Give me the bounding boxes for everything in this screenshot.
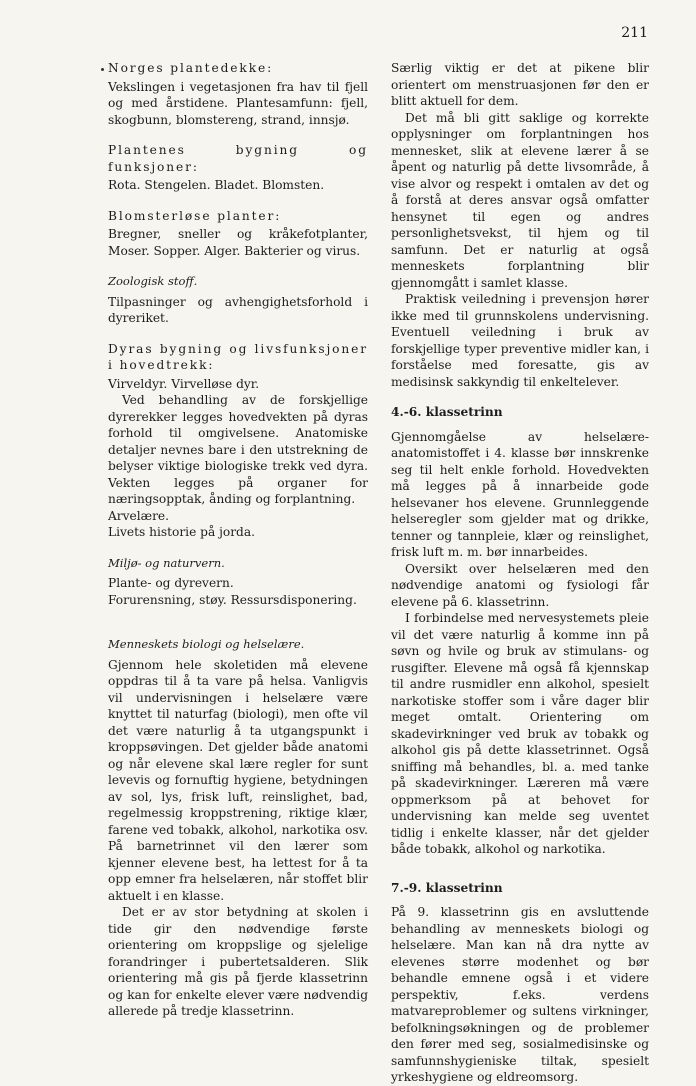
paragraph: Gjennom hele skoletiden må elevene oppdras til å ta vare på helsa. Vanligvis vil undervisningen i helselære være knyttet til naturfag (biologi), men ofte vil det være naturlig å ta utgangspunkt i kroppsøvingen. Det gjelder både anatomi og når elevene skal lære regler for sunt levevis og fornuftig hygiene, betydningen av sol, lys, frisk luft, reinslighet, bad, regelmessig kroppstrening, riktige klær, farene ved tobakk, alkohol, narkotika osv. På barnetrinnet vil den lærer som kjenner elevene best, ha lettest for å ta opp emner fra helselæren, når stoffet blir aktuelt i en klasse. [108,657,368,903]
paragraph: Rota. Stengelen. Bladet. Blomsten. [108,178,325,192]
heading-menneskets-biologi: Menneskets biologi og helselære. [108,637,305,651]
paragraph: Oversikt over helselæren med den nødvendige anatomi og fysiologi får elevene på 6. klassetrinn. [391,561,649,609]
paragraph: På 9. klassetrinn gis en avsluttende behandling av menneskets biologi og helselære. Man kan nå dra nytte av elevenes større modenhet og bør behandle emnene også i et videre perspektiv, f.eks. verdens matvareproblemer og sultens virkninger, befolkningsøkningen og de problemer den fører med seg, sosialmedisinske og samfunnshygieniske tiltak, spesielt yrkeshygiene og eldreomsorg. [391,905,649,1084]
right-column [391,60,649,1086]
paragraph: Bregner, sneller og kråkefotplanter, Moser. Sopper. Alger. Bakterier og virus. [108,227,368,258]
paragraph: Særlig viktig er det at pikene blir orientert om menstruasjonen før den er blitt aktuell for dem. [391,61,649,108]
paragraph: Tilpasninger og avhengighetsforhold i dyreriket. [108,294,368,325]
heading-zoologisk-stoff: Zoologisk stoff. [108,274,198,288]
heading-plantenes-bygning: Plantenes bygning og funksjoner: [108,143,368,174]
heading-4-6-klassetrinn: 4.-6. klassetrinn [391,405,503,419]
paragraph: Det er av stor betydning at skolen i tide gir den nødvendige første orientering om kroppslige og sjelelige forandringer i pubertetsalderen. Slik orientering må gis på fjerde klassetrinn og kan for enkelte elever være nødvendig allerede på tredje klassetrinn. [108,905,368,1018]
paragraph: Det må bli gitt saklige og korrekte opplysninger om forplantningen hos mennesket, slik at elevene lærer å se åpent og naturlig på dette livsområde, å vise alvor og respekt i omtalen av det og å forstå at deres ansvar også omfatter hensynet til egen og andres personlighetsvekst, til hjem og til samfunn. Det er naturlig at også menneskets forplantning blir gjennomgått i samlet klasse. [391,110,649,290]
paragraph: Plante- og dyrevern. [108,576,234,590]
left-column [108,60,368,1020]
margin-mark [101,68,104,71]
paragraph: Praktisk veiledning i prevensjon hører ikke med til grunnskolens undervisning. Eventuell veiledning i bruk av forskjellige typer preventive midler kan, i forståelse med foresatte, gis av medisinsk sakkyndig til enkeltelever. [391,292,649,389]
paragraph: Virveldyr. Virvelløse dyr. [108,376,260,391]
heading-blomsterlose-planter: Blomsterløse planter: [108,208,282,223]
heading-norges-plantedekke: Norges plantedekke: [108,61,274,75]
heading-7-9-klassetrinn: 7.-9. klassetrinn [391,880,503,895]
paragraph: Vekslingen i vegetasjonen fra hav til fjell og med årstidene. Plantesamfunn: fjell, skogbunn, blomstereng, strand, innsjø. [108,79,368,127]
heading-miljo-naturvern: Miljø- og naturvern. [108,555,225,570]
page-number: 211 [621,25,648,41]
paragraph: Ved behandling av de forskjellige dyrerekker legges hovedvekten på dyras forhold til omgivelsene. Anatomiske detaljer nevnes bare i den utstrekning de belyser viktige biologiske trekk ved dyra. Vekten legges på organer for næringsopptak, ånding og forplantning. [108,393,368,506]
paragraph: Arvelære. [108,508,169,523]
paragraph: I forbindelse med nervesystemets pleie vil det være naturlig å komme inn på søvn og hvile og bruk av stimulans- og rusgifter. Elevene må også få kjennskap til andre rusmidler enn alkohol, spesielt narkotiske stoffer som i våre dager blir meget omtalt. Orientering om skadevirkninger ved bruk av tobakk og alkohol gis på dette klassetrinnet. Også sniffing må behandles, bl. a. med tanke på skadevirkninger. Læreren må være oppmerksom på at behovet for undervisning kan melde seg uventet tidlig i enkelte klasser, når det gjelder både tobakk, alkohol og narkotika. [391,611,649,856]
paragraph: Forurensning, støy. Ressursdisponering. [108,592,357,607]
paragraph: Livets historie på jorda. [108,525,255,539]
heading-dyras-bygning: Dyras bygning og livsfunksjoner i hovedtrekk: [108,341,368,372]
paragraph: Gjennomgåelse av helselære-anatomistoffet i 4. klasse bør innskrenke seg til helt enkle forhold. Hovedvekten må legges på å innarbeide gode helsevaner hos elevene. Grunnleggende helseregler som gjelder mat og drikke, tenner og tannpleie, klær og reinslighet, frisk luft m. m. bør innarbeides. [391,429,649,559]
